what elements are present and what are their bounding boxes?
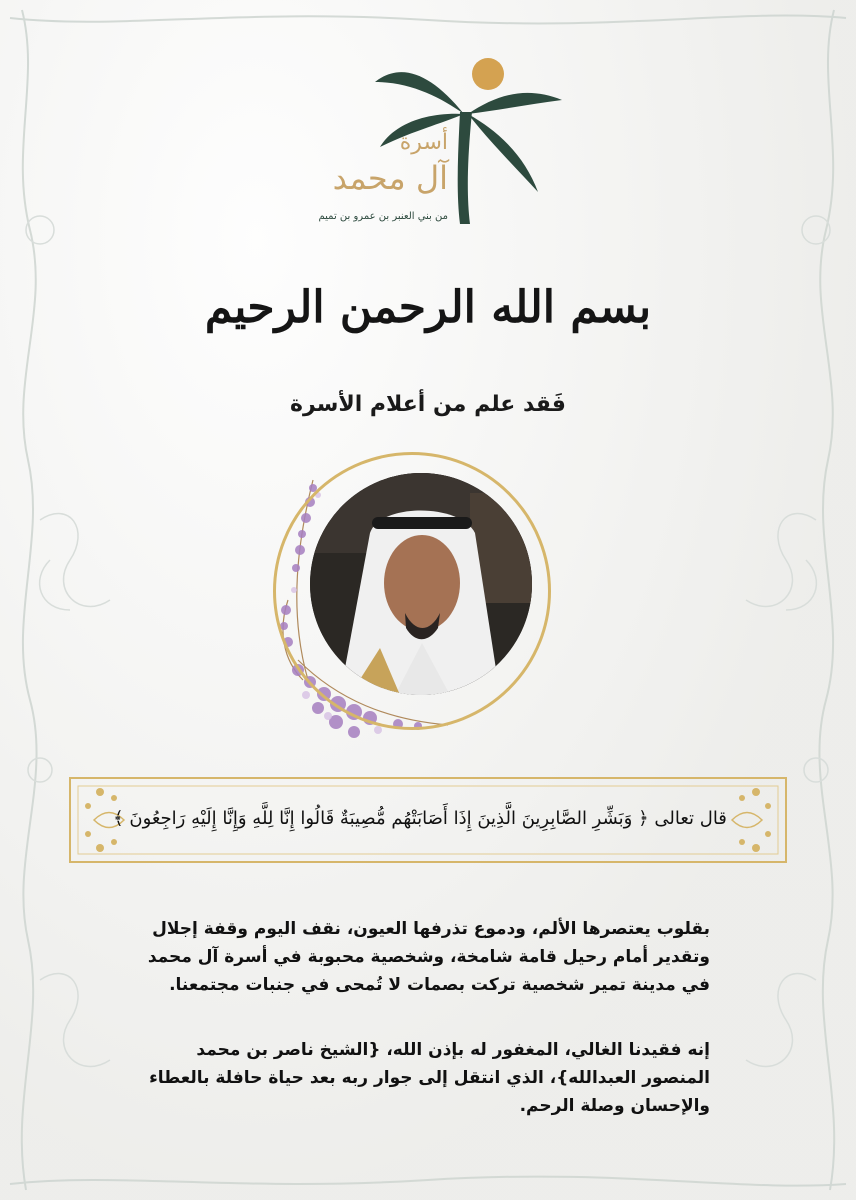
logo-subtitle: من بني العنبر بن عمرو بن تميم <box>318 211 448 222</box>
quran-verse: قال تعالى ﴿ وَبَشِّرِ الصَّابِرِينَ الَّذِينَ إِذَا أَصَابَتْهُم مُّصِيبَةٌ قَالُوا إِنَّا لِلَّهِ وَإِنَّا إِلَيْهِ رَاجِعُونَ ﴾ <box>113 808 727 829</box>
page-title: فَقد علم من أعلام الأسرة <box>290 392 566 417</box>
logo-sun-icon <box>472 58 504 90</box>
logo-title: أسرة <box>399 130 448 155</box>
portrait-image <box>310 473 532 695</box>
condolence-paragraph-1 <box>147 915 710 999</box>
paragraph-line: والإحسان وصلة الرحم. <box>519 1096 710 1116</box>
logo-family-name: آل محمد <box>332 159 448 197</box>
paragraph-line: إنه فقيدنا الغالي، المغفور له بإذن الله، {الشيخ ناصر بن محمد <box>196 1040 710 1060</box>
basmala-calligraphy: بسم الله الرحمن الرحيم <box>204 282 652 333</box>
paragraph-line: في مدينة تمير شخصية تركت بصمات لا تُمحى في جنبات مجتمعنا. <box>169 975 710 995</box>
paragraph-line: بقلوب يعتصرها الألم، ودموع تذرفها العيون، نقف اليوم وقفة إجلال <box>152 919 710 939</box>
paragraph-line: وتقدير أمام رحيل قامة شامخة، وشخصية محبوبة في أسرة آل محمد <box>147 947 710 967</box>
paragraph-line: المنصور العبدالله}، الذي انتقل إلى جوار ربه بعد حياة حافلة بالعطاء <box>149 1068 710 1088</box>
condolence-paragraph-2 <box>150 1036 710 1120</box>
portrait-photo <box>310 473 532 695</box>
